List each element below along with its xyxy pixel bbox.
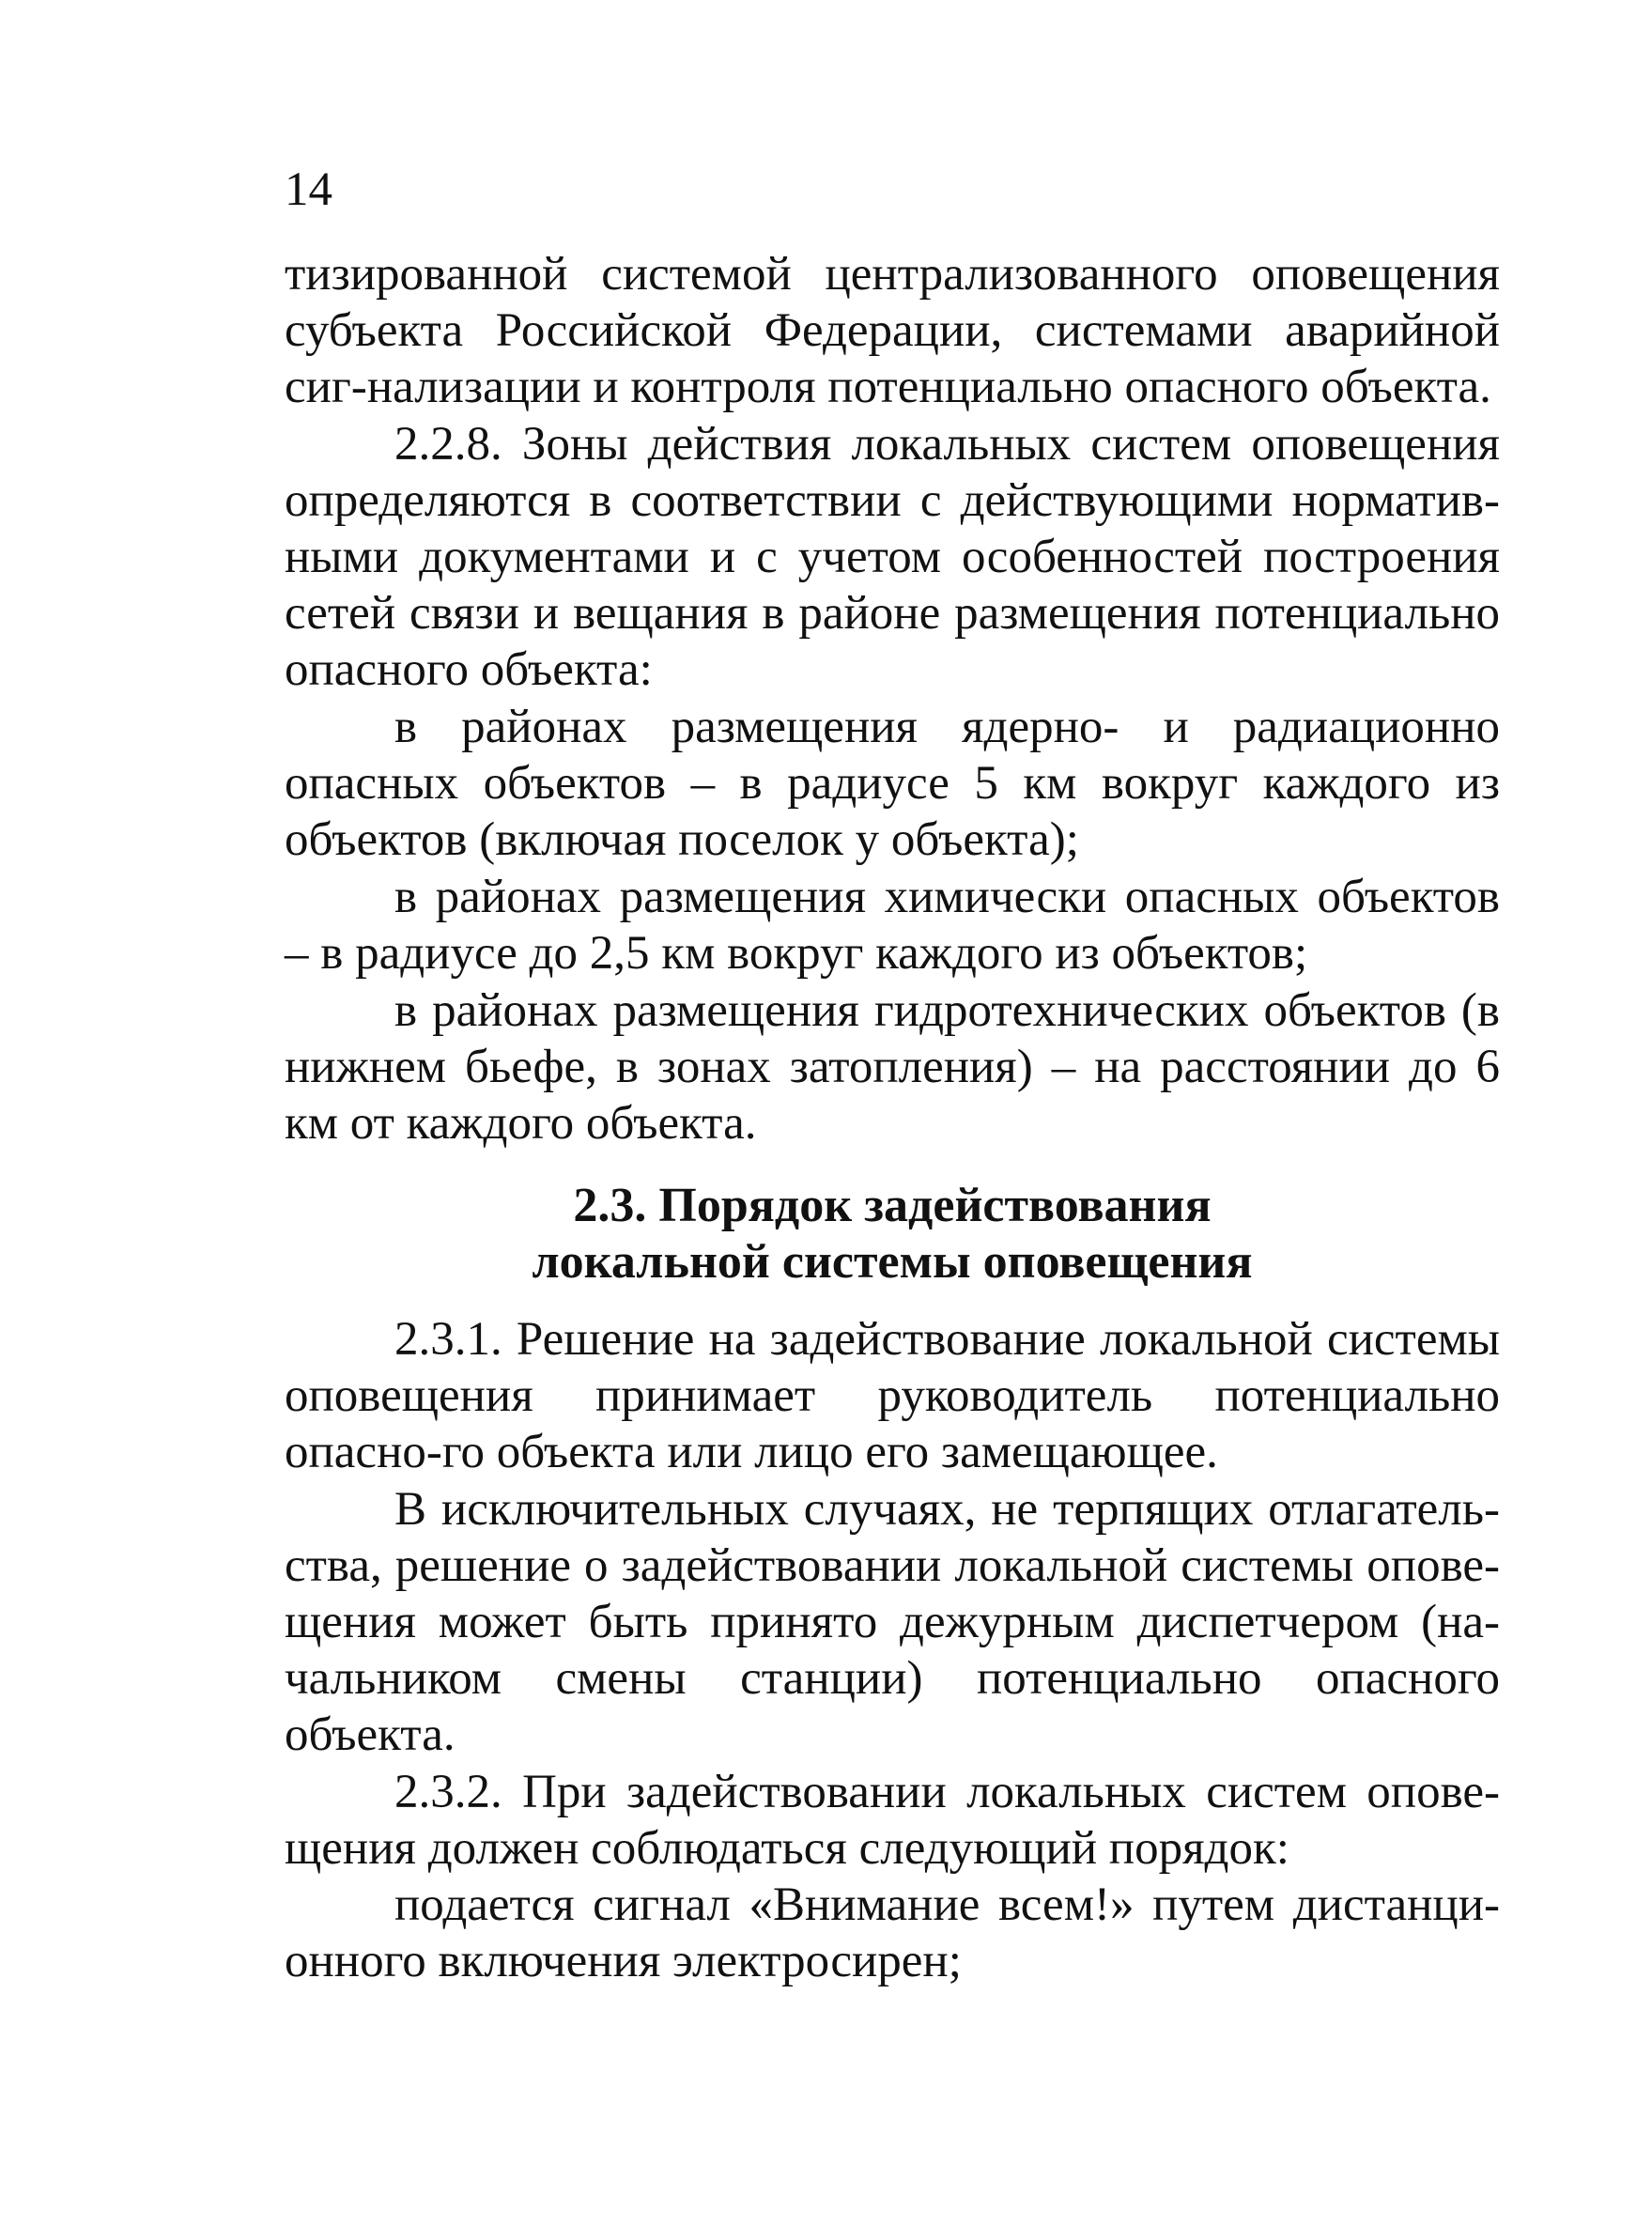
paragraph-nuclear-zone: в районах размещения ядерно- и радиационно опасных объектов – в радиусе 5 км вокруг каждого из объектов (включая поселок у объекта); [285,701,1500,866]
paragraph-2-2-8: 2.2.8. Зоны действия локальных систем оповещения определяются в соответствии с действующими норматив-ными документами и с учетом особенностей построения сетей связи и вещания в районе размещения потенциально опасного объекта: [285,418,1500,696]
page-number: 14 [285,163,332,216]
paragraph-hydro-zone: в районах размещения гидротехнических объектов (в нижнем бьефе, в зонах затопления) – на расстоянии до 6 км от каждого объекта. [285,984,1500,1150]
section-heading-line-2: локальной системы оповещения [532,1235,1253,1289]
section-heading-line-1: 2.3. Порядок задействования [573,1179,1212,1232]
paragraph-exceptional-cases: В исключительных случаях, не терпящих отлагатель-ства, решение о задействовании локальной системы опове-щения может быть принято дежурным диспетчером (на-чальником смены станции) потенциально опасного объекта. [285,1483,1500,1761]
paragraph-2-3-1: 2.3.1. Решение на задействование локальной системы оповещения принимает руководитель потенциально опасно-го объекта или лицо его замещающее. [285,1313,1500,1478]
paragraph-continuation: тизированной системой централизованного оповещения субъекта Российской Федерации, системами аварийной сиг-нализации и контроля потенциально опасного объекта. [285,248,1500,413]
section-heading [285,1178,1500,1291]
document-body [285,246,1500,1989]
paragraph-2-3-2: 2.3.2. При задействовании локальных систем опове-щения должен соблюдаться следующий порядок: [285,1766,1500,1875]
paragraph-chemical-zone: в районах размещения химически опасных объектов – в радиусе до 2,5 км вокруг каждого из объектов; [285,871,1500,980]
paragraph-signal: подается сигнал «Внимание всем!» путем дистанци-онного включения электросирен; [285,1878,1500,1987]
